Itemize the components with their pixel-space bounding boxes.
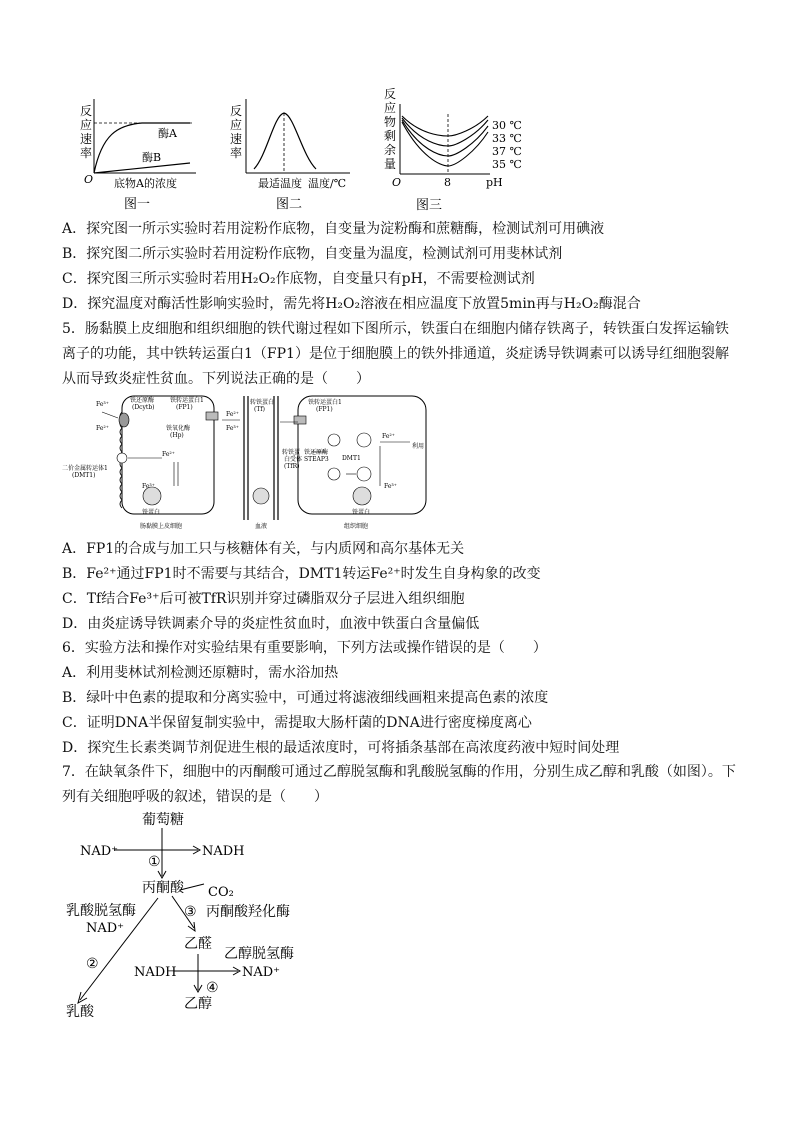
fig3-ylabel-1: 反 <box>384 87 397 101</box>
label-use: 利用 <box>412 443 425 450</box>
q6-option-d: D．探究生长素类调节剂促进生根的最适浓度时，可将插条基部在高浓度药液中短时间处理 <box>62 740 620 756</box>
label-fe3-3: Fe³⁺ <box>142 483 155 490</box>
label-fp1-right-abbr: (FP1) <box>316 406 333 413</box>
nadh-mid: NADH <box>134 965 177 980</box>
fig2-xlabel-optimum: 最适温度 <box>258 177 302 190</box>
fig1-caption: 图一 <box>124 197 151 212</box>
label-steap3-1: 铁还原酶 <box>304 449 329 456</box>
nad-in: NAD⁺ <box>80 844 119 859</box>
figure-2-temperature <box>222 95 362 215</box>
nad-adh: NAD⁺ <box>242 965 281 980</box>
ethanol: 乙醇 <box>184 996 212 1012</box>
label-fe3-4: Fe³⁺ <box>384 483 397 490</box>
label-fe3-1: Fe³⁺ <box>96 401 109 408</box>
label-hp: 铁氧化酶 <box>166 425 191 432</box>
fig1-ylabel-2: 应 <box>80 118 93 132</box>
q5-option-a: A．FP1的合成与加工只与核糖体有关，与内质网和高尔基体无关 <box>62 541 465 557</box>
q4-option-d: D．探究温度对酶活性影响实验时，需先将H₂O₂溶液在相应温度下放置5min再与H₂O₂酶混合 <box>62 296 641 312</box>
label-fp1-right: 铁转运蛋白1 <box>308 399 342 406</box>
iron-metabolism-diagram <box>62 392 434 532</box>
fig1-curve-a-label: 酶A <box>158 127 177 140</box>
q7-stem-line-2: 列有关细胞呼吸的叙述，错误的是（ ） <box>62 789 328 805</box>
fig3-ylabel-4: 剩 <box>384 129 397 143</box>
label-dcytb-abbr: (Dcytb) <box>132 404 155 411</box>
fig3-ylabel-6: 量 <box>384 157 397 171</box>
acetaldehyde: 乙醛 <box>184 936 212 952</box>
q7-stem-line-1: 7．在缺氧条件下，细胞中的丙酮酸可通过乙醇脱氢酶和乳酸脱氢酶的作用，分别生成乙醇和乳酸（如图）。下 <box>62 764 736 780</box>
fig2-caption: 图二 <box>276 197 303 212</box>
fig3-temp-3: 37 ℃ <box>492 145 522 158</box>
fig2-ylabel-1: 反 <box>230 104 243 118</box>
fig3-ylabel-5: 余 <box>384 143 397 157</box>
fig2-xlabel: 温度/℃ <box>308 177 347 190</box>
fig3-caption: 图三 <box>416 198 443 213</box>
label-steap3-2: STEAP3 <box>304 456 329 463</box>
fig3-temp-2: 33 ℃ <box>492 132 522 145</box>
label-ferritin-2: 铁蛋白 <box>352 509 371 516</box>
fig2-ylabel-3: 速 <box>230 132 243 146</box>
fig2-ylabel-4: 率 <box>230 146 243 160</box>
fig2-curve <box>254 113 316 169</box>
fig1-ylabel-3: 速 <box>80 132 93 146</box>
fig1-ylabel-1: 反 <box>80 104 93 118</box>
fig3-temp-4: 35 ℃ <box>492 158 522 171</box>
label-dmt1-abbr: (DMT1) <box>72 472 96 479</box>
nad-ldh: NAD⁺ <box>86 921 125 936</box>
label-ferritin-1: 铁蛋白 <box>142 509 161 516</box>
fig1-curve-b-label: 酶B <box>142 151 162 164</box>
label-tfr-1: 转铁蛋 <box>282 449 301 456</box>
fig1-origin: O <box>84 173 94 186</box>
step-1: ① <box>148 854 161 870</box>
q6-option-a: A．利用斐林试剂检测还原糖时，需水浴加热 <box>62 665 339 681</box>
fig3-ylabel-3: 物 <box>384 115 397 129</box>
q6-stem: 6．实验方法和操作对实验结果有重要影响，下列方法或操作错误的是（ ） <box>62 640 547 656</box>
label-fe3-2: Fe³⁺ <box>226 425 239 432</box>
q5-stem-line-3: 从而导致炎症性贫血。下列说法正确的是（ ） <box>62 371 370 387</box>
label-tfr-3: (TfR) <box>284 463 300 470</box>
label-fe2-1: Fe²⁺ <box>96 425 109 432</box>
label-intestinal-cell: 肠黏膜上皮细胞 <box>140 523 183 530</box>
fig3-xlabel: pH <box>486 176 503 189</box>
respiration-pathway-diagram <box>62 808 362 1023</box>
label-blood: 血液 <box>255 523 268 530</box>
label-fp1: 铁转运蛋白1 <box>170 397 204 404</box>
ldh-enzyme: 乳酸脱氢酶 <box>66 903 136 919</box>
lactate: 乳酸 <box>66 1004 94 1020</box>
nadh-out: NADH <box>202 844 245 859</box>
fig2-ylabel-2: 应 <box>230 118 243 132</box>
label-hp-abbr: (Hp) <box>170 432 184 439</box>
q5-stem-line-2: 离子的功能，其中铁转运蛋白1（FP1）是位于细胞膜上的铁外排通道，炎症诱导铁调素可以诱导红细胞裂解 <box>62 346 729 362</box>
q6-option-c: C．证明DNA半保留复制实验中，需提取大肠杆菌的DNA进行密度梯度离心 <box>62 715 532 731</box>
q4-option-b: B．探究图二所示实验时若用淀粉作底物，自变量为温度，检测试剂可用斐林试剂 <box>62 246 563 262</box>
label-fe2-2: Fe²⁺ <box>162 451 175 458</box>
label-tissue-cell: 组织细胞 <box>344 523 369 530</box>
label-tf-abbr: (Tf) <box>254 406 265 413</box>
fig3-ylabel-2: 应 <box>384 101 397 115</box>
co2: CO₂ <box>208 885 234 900</box>
fig3-tick: 8 <box>444 176 451 189</box>
pdc-enzyme: 丙酮酸羟化酶 <box>206 904 290 920</box>
label-dcytb: 铁还原酶 <box>130 397 155 404</box>
label-tf: 转铁蛋白 <box>250 399 275 406</box>
fig1-xlabel: 底物A的浓度 <box>114 177 177 190</box>
q6-option-b: B．绿叶中色素的提取和分离实验中，可通过将滤液细线画粗来提高色素的浓度 <box>62 690 549 706</box>
q5-option-c: C．Tf结合Fe³⁺后可被TfR识别并穿过磷脂双分子层进入组织细胞 <box>62 591 465 607</box>
label-fe2-4: Fe²⁺ <box>382 433 395 440</box>
fig3-origin: O <box>392 176 402 189</box>
q5-option-d: D．由炎症诱导铁调素介导的炎症性贫血时，血液中铁蛋白含量偏低 <box>62 616 480 632</box>
figure-1-enzyme-substrate <box>72 95 202 215</box>
label-fp1-abbr: (FP1) <box>176 404 193 411</box>
q5-option-b: B．Fe²⁺通过FP1时不需要与其结合，DMT1转运Fe²⁺时发生自身构象的改变 <box>62 566 541 582</box>
label-dmt1-right: DMT1 <box>342 455 361 462</box>
fig1-curve-b <box>94 163 190 173</box>
pyruvate: 丙酮酸 <box>142 880 184 896</box>
q4-option-c: C．探究图三所示实验时若用H₂O₂作底物，自变量只有pH，不需要检测试剂 <box>62 271 535 287</box>
label-dmt1: 二价金属转运体1 <box>62 465 108 472</box>
step-3: ③ <box>184 904 197 920</box>
fig3-temp-1: 30 ℃ <box>492 119 522 132</box>
figure-3-ph <box>380 84 540 216</box>
adh-enzyme: 乙醇脱氢酶 <box>224 946 294 962</box>
step-2: ② <box>86 956 99 972</box>
fig1-ylabel-4: 率 <box>80 146 93 160</box>
glucose: 葡萄糖 <box>142 812 184 828</box>
label-tfr-2: 白受体 <box>284 456 303 463</box>
q5-stem-line-1: 5．肠黏膜上皮细胞和组织细胞的铁代谢过程如下图所示，铁蛋白在细胞内储存铁离子，转铁蛋白发挥运输铁 <box>62 321 729 337</box>
q4-option-a: A．探究图一所示实验时若用淀粉作底物，自变量为淀粉酶和蔗糖酶，检测试剂可用碘液 <box>62 221 605 237</box>
label-fe2-3: Fe²⁺ <box>226 411 239 418</box>
step-4: ④ <box>206 980 219 996</box>
